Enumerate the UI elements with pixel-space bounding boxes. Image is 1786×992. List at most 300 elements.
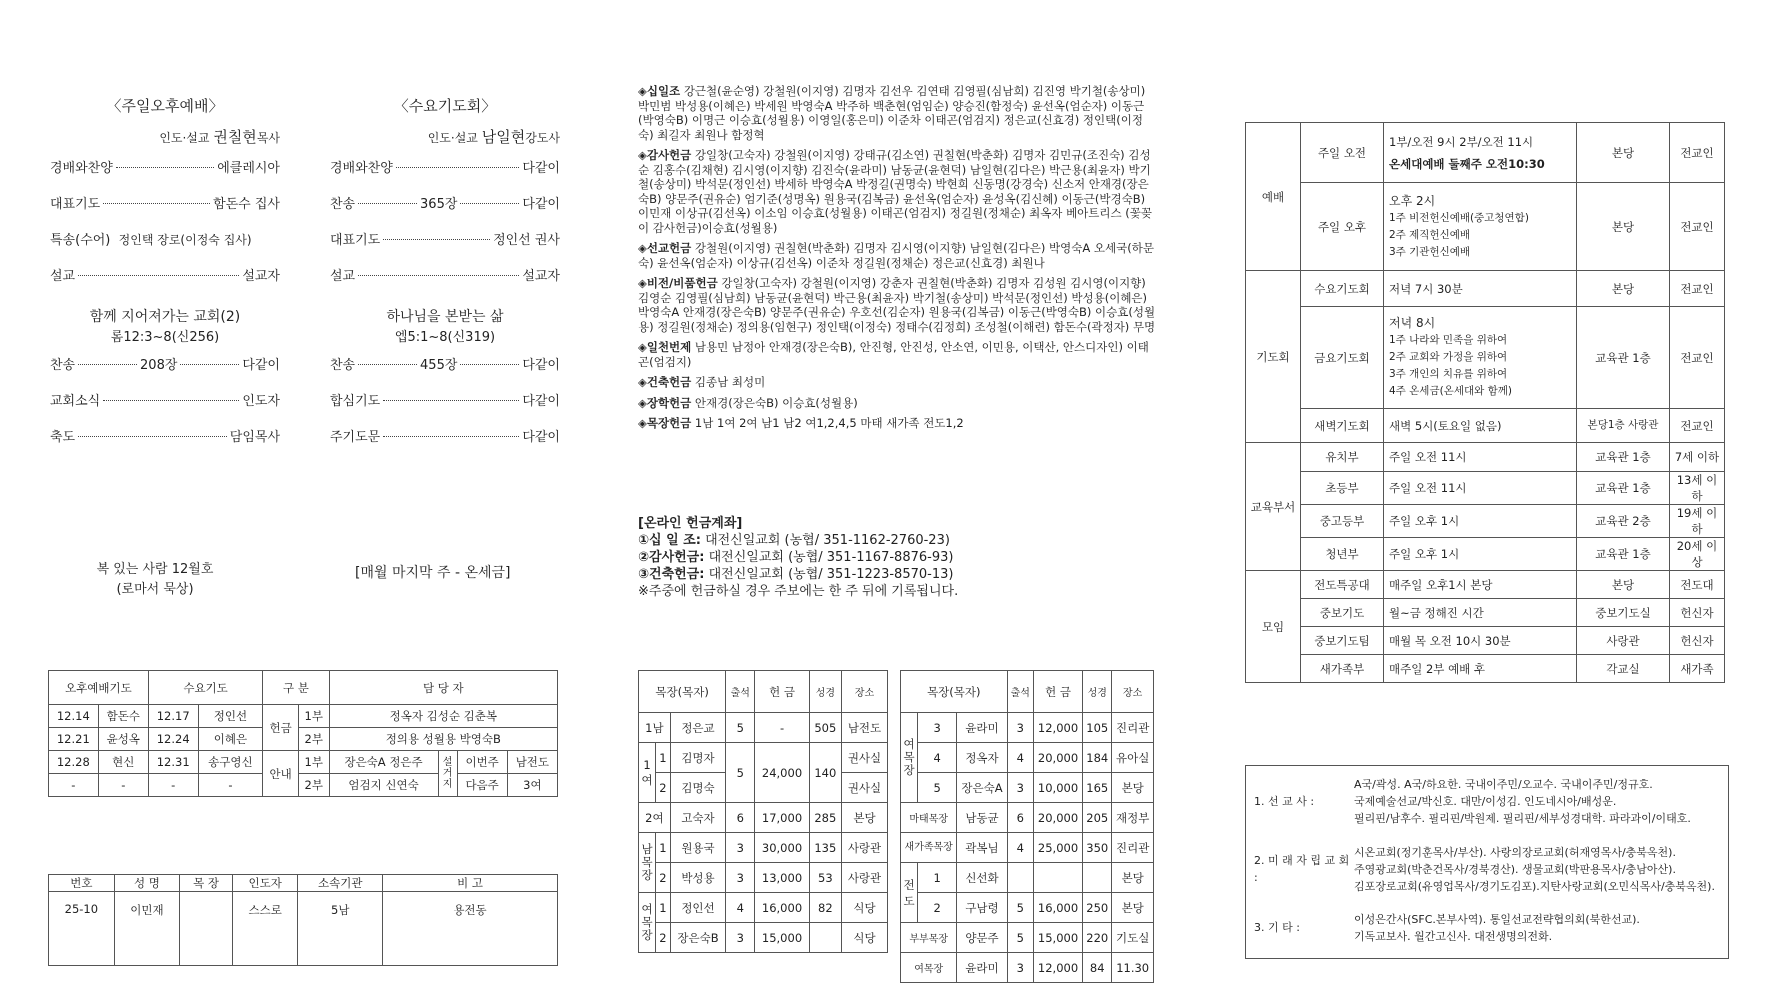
text: 강도사 [525,131,560,145]
table-cell: 교육관 1층 [1577,443,1670,472]
table-row [901,743,1154,773]
table-cell: 새가족 [1670,655,1725,683]
text: 정인택 장로(이정숙 집사) [118,233,252,247]
table-cell: 부부목장 [901,923,957,953]
table-cell: 목장(목자) [639,671,726,713]
table-cell: 월~금 정해진 시간 [1384,599,1577,627]
wednesday-sermon [330,307,560,348]
table-cell: 2 [656,923,671,953]
text: 에클레시아 [217,161,280,176]
table-cell: 김명숙 [670,773,725,803]
table-row [901,773,1154,803]
table-cell: 유아실 [1112,743,1154,773]
table-cell: 12.31 [148,751,198,774]
table-cell: 정은교 [670,713,725,743]
text: 주기도문 [330,430,381,445]
table-cell: 12.21 [49,728,99,751]
table-cell: 여목장 [901,713,918,803]
text: 3주 기관헌신예배 [1389,245,1471,258]
table-cell: 중보기도팀 [1301,627,1384,655]
order-row [50,354,280,390]
table-cell: 정의용 성월용 박영숙B [329,728,557,751]
table-cell: 3 [1007,713,1033,743]
text: 온세대예배 둘째주 오전10:30 [1389,156,1545,171]
table-cell: 교육관 1층 [1577,307,1670,409]
table-cell: 함돈수 [98,705,148,728]
table-cell: 12,000 [1033,953,1082,983]
order-row [50,229,280,265]
table-cell: 전교인 [1670,307,1725,409]
table-cell: 스스로 [232,892,298,966]
table-cell: 13,000 [755,863,809,893]
table-row [901,953,1154,983]
table-cell: 교육관 2층 [1577,505,1670,538]
table-cell: 용전동 [383,892,558,966]
text: ②감사헌금: [638,550,705,565]
table-cell [180,892,233,966]
table-cell: 정인선 [198,705,263,728]
table-cell: 정옥자 [957,743,1007,773]
text: 저녁 8시 [1389,316,1436,330]
table-cell: 새벽 5시(토요일 없음) [1384,409,1577,443]
table-cell: 매주일 오후1시 본당 [1384,571,1577,599]
text: 필리핀/남후수. 필리핀/박원제. 필리핀/세부성경대학. 파라과이/이태호. [1354,812,1691,825]
offering-item [638,375,1158,390]
text: 대전신일교회 (농협/ 351-1167-8876-93) [704,550,954,565]
table-cell: 3 [1007,953,1033,983]
table-cell: 505 [809,713,841,743]
online-accounts: [온라인 헌금계좌] ①십 일 조: 대전신일교회 (농협/ 351-1162-2760-23) ②감사헌금: 대전신일교회 (농협/ 351-1167-8876-93) ③건축헌금: 대전신일교회 (농협/ 351-1223-8570-13) ※주중에 헌금하실 경우 주보에는 한 주 뒤에 기록됩니다. [638,515,1158,600]
table-cell: 12.14 [49,705,99,728]
table-cell: 남전도 [507,751,557,774]
table-cell: 12.17 [148,705,198,728]
text: A국/곽성. A국/하요한. 국내이주민/오교수. 국내이주민/정규호. [1354,778,1653,791]
offering-item [638,84,1158,142]
text: 롬12:3~8(신256) [110,330,220,345]
text: 강일창(고숙자) 강철원(이지영) 강태규(김소연) 권칠현(박춘화) 김명자 김민규(조진숙) 김성순 김홍수(김채현) 김시영(이지향) 김진숙(윤라미) 남동균(윤현덕) 남일현(김다은) 박근용(최윤자) 박기철(송상미) 박석문(정인선) 박세하 박영숙A 박정길(권명숙) 박현희 신동명(강경숙) 신소저 안재경(장은숙B) 양문주(권유순) 엄기준(성명옥) 원용국(김복금) 윤선옥(엄순자) 윤성옥(김신혜) 이동근(박경숙B) 이민재 이상규(김선옥) 이소임 이승효(성월용) 이태곤(엄검지) 정길원(정채순) 최옥자 베아트리스 (꽃꽂이 감사헌금)이승효(성월용) [638,148,1152,235]
wednesday-section [330,95,560,462]
table-row [1246,183,1725,271]
table-cell: 205 [1083,803,1112,833]
table-cell: 남전도 [841,713,887,743]
text: 설교자 [242,269,280,284]
sunday-pm-title: 〈주일오후예배〉 [106,97,224,115]
table-cell: 기도회 [1246,271,1301,443]
mission-row [1246,844,1728,895]
table-cell: 새벽기도회 [1301,409,1384,443]
table-cell: 전도대 [1670,571,1725,599]
offering-item [638,416,1158,431]
table-cell: 3 [726,863,755,893]
table-cell: 저녁 7시 30분 [1384,271,1577,307]
monthend-note: [매월 마지막 주 - 온세금] [355,565,511,581]
table-cell: 기도실 [1112,923,1154,953]
table-cell: 사랑관 [841,833,887,863]
text: 하나님을 본받는 삶 [386,309,504,325]
mission-row [1246,776,1728,827]
order-row [50,426,280,462]
text: 합심기도 [330,394,381,409]
text: 다같이 [522,358,560,373]
table-cell: 엄검지 신연숙 [329,774,438,797]
table-cell: 각교실 [1577,655,1670,683]
order-row [330,426,560,462]
table-cell: 본당1층 사랑관 [1577,409,1670,443]
table-cell: 식당 [841,893,887,923]
table-cell: 전교인 [1670,123,1725,183]
table-row [901,833,1154,863]
table-cell: 6 [1007,803,1033,833]
table-cell: 1남 [639,713,671,743]
table-cell: 주일 오후 1시 [1384,505,1577,538]
table-cell: 주일 오후 [1301,183,1384,271]
text: 2주 제직헌신예배 [1389,228,1471,241]
table-cell: 출석 [726,671,755,713]
blessing-note [50,560,260,600]
table-cell: 모임 [1246,571,1301,683]
table-cell: 목장(목자) [901,671,1008,713]
table-cell: 1 [656,743,671,773]
table-cell: 장은숙A [957,773,1007,803]
order-row [330,354,560,390]
table-row [1246,599,1725,627]
table-cell: 설거지 [438,751,457,797]
table-row [639,923,888,953]
table-cell: 담 당 자 [329,671,557,705]
text: 다같이 [522,394,560,409]
offering-item [638,340,1158,369]
table-cell: 헌신자 [1670,627,1725,655]
table-row [639,713,888,743]
text: 경배와찬양 [50,161,113,176]
table-cell: 105 [1083,713,1112,743]
table-cell: 비 고 [383,875,558,892]
table-cell: 5남 [298,892,383,966]
table-cell: 본당 [1577,571,1670,599]
table-cell: 19세 이하 [1670,505,1725,538]
table-row [1246,123,1725,183]
table-cell: 1여 [639,743,656,803]
text: 주영광교회(박춘건목사/경북경산). 생물교회(박판용목사/충남아산). [1354,863,1676,876]
text: ①십 일 조: [638,533,701,548]
table-cell: 남목장 [639,833,656,893]
table-cell: 285 [809,803,841,833]
table-row [1246,505,1725,538]
order-row [50,390,280,426]
table-cell: 본당 [1577,271,1670,307]
missions-box [1245,765,1729,959]
table-cell [1384,183,1577,271]
table-cell: 인도자 [232,875,298,892]
table-cell: 고숙자 [670,803,725,833]
table-cell [809,923,841,953]
text: ③건축헌금: [638,567,705,582]
table-cell: 정옥자 김성순 김춘복 [329,705,557,728]
text: 교회소식 [50,394,101,409]
table-cell: - [198,774,263,797]
table-cell: 장은숙B [670,923,725,953]
text: 1주 비전헌신예배(중고청연합) [1389,211,1529,224]
text: 안재경(장은숙B) 이승효(성월용) [691,395,858,410]
offering-item [638,396,1158,411]
text: 강철원(이지영) 권칠현(박춘화) 김명자 김시영(이지향) 남일현(김다은) 박영숙A 오세국(하문숙) 윤선옥(엄순자) 이상규(김선옥) 이준차 정길원(정채순) 정은교(신효경) 최원나 [638,241,1154,270]
table-cell: 본당 [1112,863,1154,893]
table-cell: 5 [1007,923,1033,953]
table-cell: 2 [918,893,957,923]
table-cell: 진리관 [1112,713,1154,743]
table-cell: 성경 [1083,671,1112,713]
text: 다같이 [522,430,560,445]
table-cell: 이혜은 [198,728,263,751]
table-cell: 교육관 1층 [1577,538,1670,571]
table-cell: 1 [656,833,671,863]
text: 남일현 [481,128,526,146]
table-cell: 24,000 [755,743,809,803]
text: 찬송 [330,197,356,212]
table-cell [1384,307,1577,409]
table-cell [1083,863,1112,893]
order-row [50,265,280,301]
account-note: ※주중에 헌금하실 경우 주보에는 한 주 뒤에 기록됩니다. [638,584,959,599]
table-cell: 여목장 [901,953,957,983]
table-row [1246,271,1725,307]
text: 복 있는 사람 12월호 [96,562,214,577]
text: 다같이 [522,161,560,176]
text: 다같이 [522,197,560,212]
table-row [49,751,558,774]
text: 김종남 최성미 [691,375,766,389]
table-cell: 5 [726,713,755,743]
table-cell: 53 [809,863,841,893]
table-row [639,863,888,893]
table-cell: 다음주 [457,774,507,797]
table-cell: 헌신자 [1670,599,1725,627]
text: 국제예술선교/박신호. 대만/이성김. 인도네시아/배성운. [1354,795,1617,808]
table-cell: 16,000 [755,893,809,923]
offering-item [638,241,1158,270]
text: 1남 1여 2여 남1 남2 여1,2,4,5 마태 새가족 전도1,2 [691,416,964,430]
text: 이성은간사(SFC.본부사역). 통일선교전략협의회(북한선교). [1354,913,1640,926]
text: 남용민 남정아 안재경(장은숙B), 안진형, 안진성, 안소연, 이민용, 이택산, 안스디자인) 이태곤(엄검지) [638,340,1149,369]
text: 찬송 [50,358,76,373]
text: 정인선 권사 [493,233,560,248]
table-cell: 구남령 [957,893,1007,923]
table-cell: 본당 [1112,773,1154,803]
table-cell: 출석 [1007,671,1033,713]
table-cell [1007,863,1033,893]
account-line [638,549,1158,566]
table-cell: 12,000 [1033,713,1082,743]
table-cell: 15,000 [755,923,809,953]
table-row [49,705,558,728]
table-cell: 사랑관 [1577,627,1670,655]
table-cell: - [98,774,148,797]
table-cell: 여목장 [639,893,656,953]
table-cell: 주일 오후 1시 [1384,538,1577,571]
table-cell: 350 [1083,833,1112,863]
sunday-pm-section [50,95,280,462]
text: ◈비전/비품헌금 [638,276,718,290]
text: 1. 선 교 사 : [1254,795,1315,808]
table-cell: 금요기도회 [1301,307,1384,409]
table-cell: 5 [1007,893,1033,923]
text: 담임목사 [229,430,280,445]
text: 2주 교회와 가정을 위하여 [1389,351,1508,363]
table-cell [1384,123,1577,183]
table-cell: 박성용 [670,863,725,893]
table-cell: 3 [726,923,755,953]
mission-row [1246,911,1728,945]
table-cell: 주일 오전 [1301,123,1384,183]
table-cell: 2여 [639,803,671,833]
table-cell: 전교인 [1670,271,1725,307]
text: 설교자 [522,269,560,284]
table-cell: 김명자 [670,743,725,773]
table-cell: 매월 목 오전 10시 30분 [1384,627,1577,655]
table-row [1246,655,1725,683]
table-cell: 장소 [841,671,887,713]
table-cell: 성경 [809,671,841,713]
table-cell: 장은숙A 정은주 [329,751,438,774]
text: ◈건축헌금 [638,375,692,389]
table-cell: 140 [809,743,841,803]
table-cell: 250 [1083,893,1112,923]
table-cell: 주일 오전 11시 [1384,472,1577,505]
table-cell: 16,000 [1033,893,1082,923]
table-row [49,892,558,966]
table-cell: 전도특공대 [1301,571,1384,599]
table-cell: 진리관 [1112,833,1154,863]
text: 대전신일교회 (농협/ 351-1223-8570-13) [704,567,954,582]
table-cell: 82 [809,893,841,923]
table-cell: 재정부 [1112,803,1154,833]
table-cell: 10,000 [1033,773,1082,803]
table-cell: 헌 금 [1033,671,1082,713]
text: 기독교보사. 월간고신사. 대전생명의전화. [1354,930,1553,943]
table-cell: 신선화 [957,863,1007,893]
table-cell: 7세 이하 [1670,443,1725,472]
table-cell: 권사실 [841,773,887,803]
table-row [1246,627,1725,655]
table-cell: 15,000 [1033,923,1082,953]
table-cell: 3 [918,713,957,743]
table-cell: 수요기도 [148,671,262,705]
table-row [1246,472,1725,505]
text: 함돈수 집사 [213,197,280,212]
table-cell: 초등부 [1301,472,1384,505]
table-cell: 헌금 [263,705,299,751]
text: 4주 온세금(온세대와 함께) [1389,385,1512,397]
table-cell: 안내 [263,751,299,797]
table-cell: 2 [656,773,671,803]
table-cell: 주일 오전 11시 [1384,443,1577,472]
text: 1주 나라와 민족을 위하여 [1389,334,1508,346]
table-cell: 25,000 [1033,833,1082,863]
cell-table-a [638,670,888,953]
table-row [901,713,1154,743]
table-cell: 1부 [298,751,329,774]
table-cell: 2부 [298,728,329,751]
table-cell: 오후예배기도 [49,671,149,705]
table-cell: 25-10 [49,892,115,966]
account-line [638,566,1158,583]
table-cell: 1 [918,863,957,893]
cell-table-b [900,670,1154,983]
table-cell: 식당 [841,923,887,953]
text: 축도 [50,430,76,445]
table-cell: 3 [1007,773,1033,803]
text: 3주 개인의 치유를 위하여 [1389,368,1508,380]
text: 208장 [140,358,178,373]
table-cell: 송구영신 [198,751,263,774]
table-cell: 본당 [1577,183,1670,271]
table-cell: 중보기도 [1301,599,1384,627]
table-cell: 220 [1083,923,1112,953]
text: 오후 2시 [1389,193,1436,208]
text: ◈십일조 [638,84,681,98]
wednesday-leader [330,126,560,147]
register-table [48,874,558,966]
table-row [1246,307,1725,409]
table-cell: 20,000 [1033,803,1082,833]
offering-item [638,148,1158,235]
table-row [901,893,1154,923]
sunday-pm-leader: 인도·설교 권칠현목사 [159,128,280,146]
table-cell: - [49,774,99,797]
table-cell: 이민재 [114,892,180,966]
text: 시온교회(정기훈목사/부산). 사랑의장로교회(허재영목사/충북옥천). [1354,846,1676,859]
text: 대표기도 [50,197,101,212]
table-cell: 4 [1007,833,1033,863]
order-row [330,265,560,301]
table-cell: 165 [1083,773,1112,803]
text: 1부/오전 9시 2부/오전 11시 [1389,134,1534,149]
table-cell: 20,000 [1033,743,1082,773]
text: 3. 기 타 : [1254,921,1300,934]
wednesday-title: 〈수요기도회〉 [393,97,497,115]
table-cell: 2부 [298,774,329,797]
text: 다같이 [242,358,280,373]
table-cell: 성 명 [114,875,180,892]
order-row [330,157,560,193]
table-cell: 권사실 [841,743,887,773]
text: 대전신일교회 (농협/ 351-1162-2760-23) [700,533,950,548]
table-cell: 4 [1007,743,1033,773]
table-cell: 12.24 [148,728,198,751]
schedule-table [1245,122,1725,683]
table-cell: 새가족부 [1301,655,1384,683]
table-row [639,833,888,863]
table-cell: 수요기도회 [1301,271,1384,307]
table-cell: - [148,774,198,797]
table-cell: 교육부서 [1246,443,1301,571]
table-cell: 4 [918,743,957,773]
table-cell: 소속기관 [298,875,383,892]
order-row [330,390,560,426]
text: 365장 [420,197,458,212]
table-row [639,803,888,833]
table-cell: 중보기도실 [1577,599,1670,627]
table-cell: 본당 [841,803,887,833]
table-row [901,923,1154,953]
table-cell: 본당 [1577,123,1670,183]
text: 인도자 [242,394,280,409]
table-row [639,893,888,923]
table-row [49,774,558,797]
table-cell: 184 [1083,743,1112,773]
table-cell: 예배 [1246,123,1301,271]
text: 찬송 [330,358,356,373]
